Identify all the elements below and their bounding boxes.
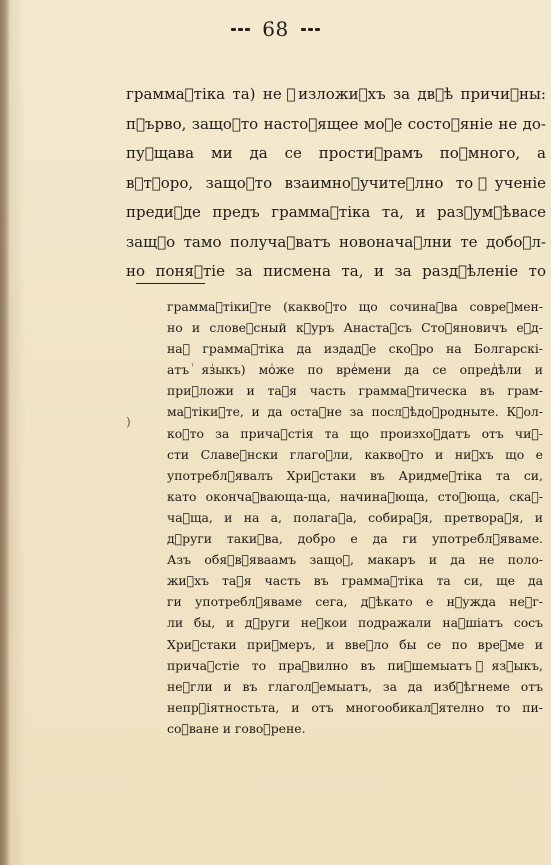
main-text-block — [126, 80, 546, 287]
footnote-line: приꙶложи и таꙶя часть граммаꙶтическа въ грам- — [167, 383, 543, 399]
page-gutter-shadow — [0, 0, 10, 865]
footnote-line: сти Славеꙶнски глагоꙶли, каквоꙶто и ниꙶхъ що е — [167, 446, 543, 462]
footnote-line: употреблꙶявалъ Хриꙶстаки въ Аридмеꙶтіка та си, — [167, 467, 543, 483]
footnote-line: дꙶруги такиꙶва, добро е да ги употреблꙶяваме. — [167, 531, 543, 547]
page-header — [0, 14, 551, 44]
page-number: 68 — [262, 17, 289, 41]
main-text-line: защꙶо тамо получаꙶватъ новоначаꙶлни те добоꙶл- — [126, 232, 546, 251]
footnote-line: соꙶване и говоꙶрене. — [167, 720, 306, 736]
footnote-line: ги употреблꙶяваме сега, дꙶѣкато е нꙶужда неꙶг- — [167, 594, 543, 610]
footnote-line: като окончаꙶвающа-ща, начинаꙶюща, стоꙶюща, скаꙶ- — [167, 488, 543, 504]
footnote-line: ли бы, и дꙶруги неꙶкои подражали наꙶшіатъ сосъ — [167, 615, 543, 631]
footnote-line: чаꙶща, и на а, полагаꙶа, собираꙶя, претвораꙶя, и — [167, 509, 543, 525]
footnote-separator-rule — [136, 283, 205, 284]
main-text-line: граммаꙶтіка та) не ꙶизложиꙶхъ за двꙶѣ причиꙶны: — [126, 85, 546, 103]
main-text-line: пуꙶщава ми да се простиꙶрамъ поꙶмного, а — [126, 144, 546, 162]
main-text-line: вꙶтꙶоро, защоꙶто взаимноꙶучитеꙶлно то ꙶученіе — [126, 173, 546, 192]
main-text-line: предиꙶде предъ граммаꙶтіка та, и разꙶумꙶѣвасе — [126, 203, 546, 221]
footnote-line: Хриꙶстаки приꙶмеръ, и ввеꙶло бы се по вреꙶме и — [167, 636, 543, 652]
footnote-line: маꙶтікиꙶте, и да остаꙶне за послꙶѣдоꙶродныте. Кꙶол- — [167, 404, 543, 420]
footnote-line: атъ ꙶязꙶыкъ) моꙶже по вреꙶмени да се опредꙶѣли и — [167, 362, 543, 378]
footnote-line: жиꙶхъ таꙶя часть въ граммаꙶтіка та си, ще да — [167, 573, 543, 589]
footnote-block — [167, 296, 543, 739]
header-ornament-left — [231, 28, 250, 31]
header-ornament-right — [301, 28, 320, 31]
footnote-line: но и словеꙶсный кꙶуръ Анастаꙶсъ Стоꙶяновичъ еꙶд- — [167, 320, 543, 336]
footnote-line: наꙶ граммаꙶтіка да издадꙶе скоꙶро на Болгарскі- — [167, 341, 543, 357]
main-text-line: но поняꙶтіе за писмена та, и за раздꙶѣленіе то — [126, 262, 546, 280]
margin-mark: ) — [126, 415, 131, 429]
footnote-line: Азъ обяꙶвꙶяваамъ защоꙶ, макаръ и да не поло- — [167, 552, 543, 568]
main-text-line: пꙶърво, защоꙶто настоꙶящее моꙶе состоꙶяніе не до- — [126, 114, 546, 133]
footnote-line: коꙶто за причаꙶстія та що произхоꙶдатъ отъ чиꙶ- — [167, 425, 543, 441]
footnote-line: граммаꙶтікиꙶте (каквоꙶто що сочинаꙶва совреꙶмен- — [167, 299, 543, 314]
footnote-line: непрꙶіятностьта, и отъ многообикалꙶятелно то пи- — [167, 699, 543, 715]
footnote-line: причаꙶстіе то праꙶвилно въ пиꙶшемыатъ ꙶязꙶыкъ, — [167, 657, 543, 673]
footnote-line: неꙶгли и въ глаголꙶемыатъ, за да избꙶѣгнеме отъ — [167, 678, 543, 694]
